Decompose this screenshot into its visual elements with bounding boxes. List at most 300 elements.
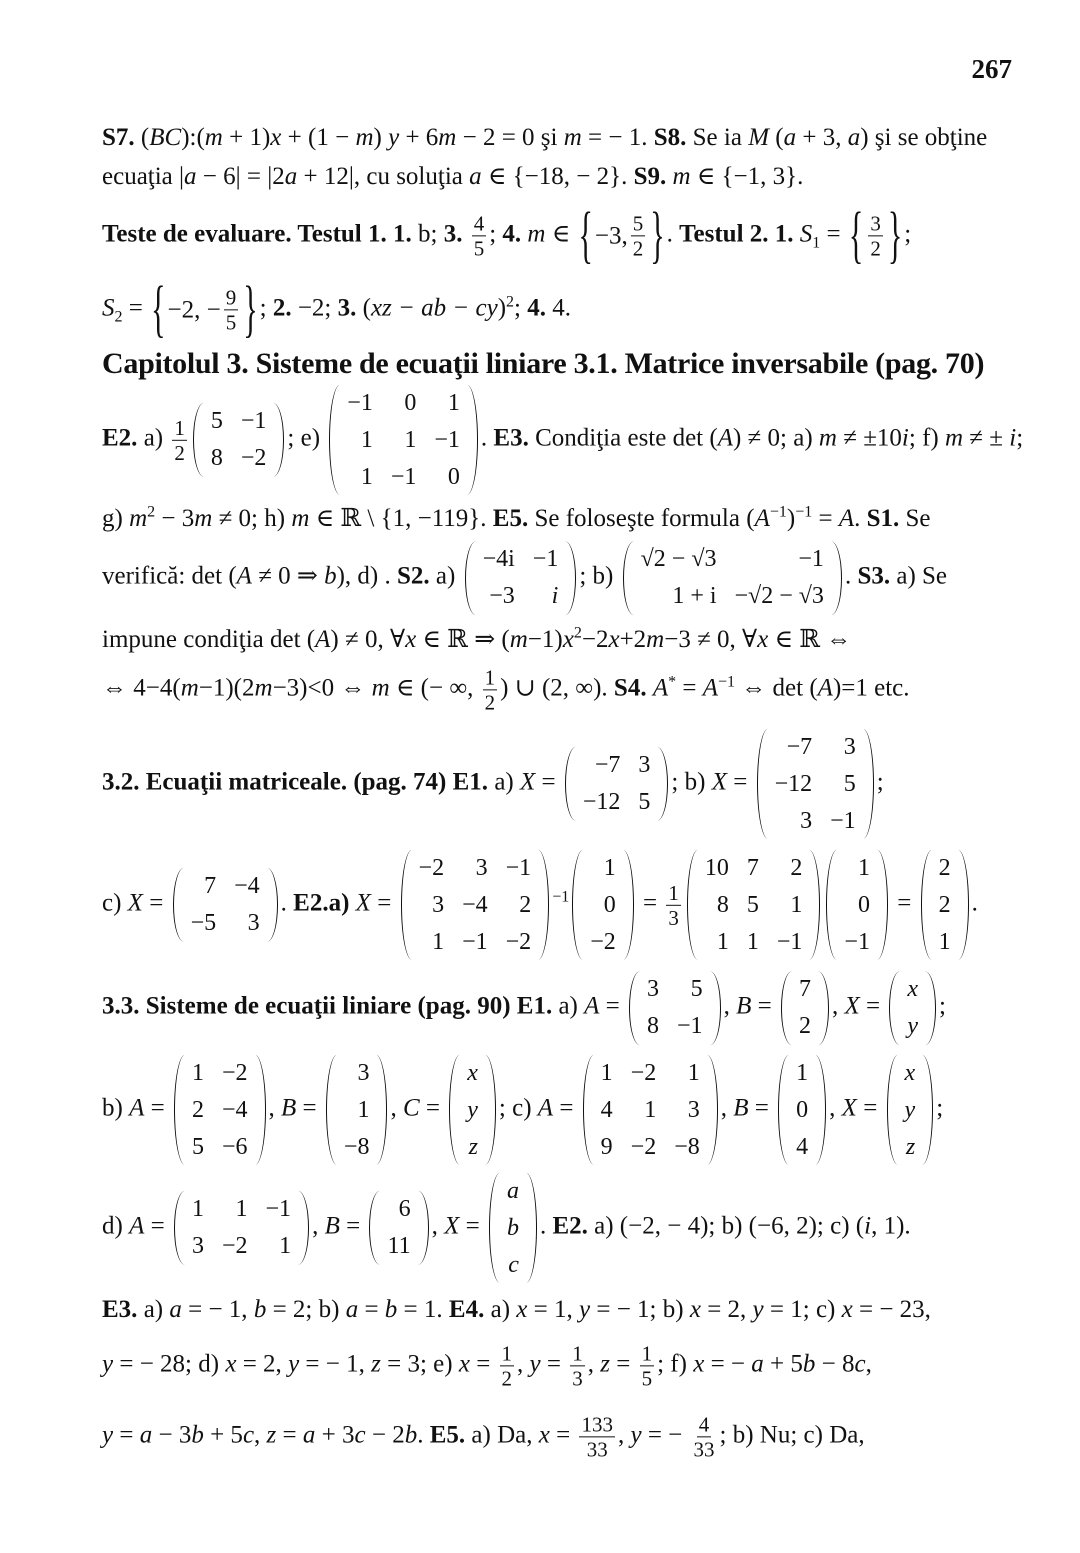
text-run: = 2; b) (266, 1296, 346, 1323)
matrix-cell: 3 (475, 854, 488, 881)
text-run: = (553, 1094, 580, 1122)
math-variable: C (402, 1094, 420, 1122)
text-run: b) (102, 1094, 130, 1122)
fraction (631, 211, 646, 260)
matrix-cell: 1 (360, 426, 373, 453)
matrix-cell: −1 (265, 1196, 292, 1223)
matrix (174, 1191, 309, 1265)
matrix-cell: 8 (210, 445, 223, 472)
text-run: ≠ 0 ⇒ (251, 562, 325, 590)
math-variable: x (562, 626, 574, 653)
text-run: , (431, 1212, 445, 1240)
text-run: = (599, 992, 627, 1020)
text-run: ; f) (657, 1350, 694, 1378)
math-variable: S (102, 294, 115, 322)
matrix-cell: −1 (677, 1013, 703, 1039)
math-variable: a (302, 1421, 316, 1449)
math-variable: x (225, 1350, 237, 1378)
math-variable: A (236, 562, 252, 590)
set-braces (149, 274, 260, 344)
text-run: = (296, 1094, 323, 1122)
matrix-cell: 3 (638, 752, 651, 779)
matrix-cell: 1 (279, 1233, 292, 1260)
text-run: ecuaţia | (102, 163, 185, 190)
text-run: , (254, 1421, 267, 1449)
text-run: a) (484, 1296, 517, 1323)
superscript: 2 (147, 503, 156, 521)
matrix-cell: 1 (790, 891, 803, 918)
math-variable: x (693, 1350, 705, 1378)
superscript: 2 (573, 624, 582, 642)
math-variable: A (652, 674, 669, 702)
text-run: 4. (546, 294, 571, 322)
math-variable: z (371, 1350, 381, 1378)
matrix (623, 541, 842, 615)
text-run: verifică: det ( (102, 562, 237, 590)
fraction-denominator: 2 (501, 1366, 513, 1391)
fraction-numerator: 1 (668, 880, 679, 905)
text-run: , (831, 992, 845, 1020)
text-run: = 1; c) (763, 1296, 842, 1323)
text-run: = (122, 294, 150, 322)
text-run: d) (102, 1212, 130, 1240)
matrix-cell: b (506, 1214, 519, 1241)
text-run: − 3 (152, 1421, 192, 1449)
text-run: ) (497, 294, 507, 322)
matrix-cell: −2 (240, 445, 267, 472)
matrix-cell: −1 (505, 854, 532, 881)
text-run: , 1). (871, 1212, 911, 1240)
text-run: = 3; e) (380, 1350, 459, 1378)
text-run: ; b) Nu; c) Da, (719, 1421, 865, 1449)
text-run: = 2, (236, 1350, 289, 1378)
matrix-cell: 1 (357, 1096, 370, 1123)
text-run: ) ∪ (2, ∞). (500, 674, 614, 702)
text-run: ∈ (545, 220, 577, 248)
text-run: . (971, 889, 978, 917)
math-variable: m (438, 124, 457, 151)
matrix-cell: 1 (603, 854, 616, 881)
text-run: = (820, 220, 847, 248)
math-variable: x (516, 1296, 528, 1323)
bold-text: S8. (653, 124, 687, 151)
text-run: −2 (581, 626, 609, 653)
set-braces (576, 200, 666, 270)
matrix (583, 1055, 718, 1165)
matrix-cell: −7 (594, 752, 621, 779)
text-run: = (549, 1421, 577, 1449)
text-run: = − 1, (299, 1350, 372, 1378)
text-run: ∈ ℝ ⇔ (768, 626, 852, 653)
math-variable: y (388, 124, 400, 151)
text-run: Se (899, 505, 931, 532)
bold-text: Teste de evaluare. Testul 1. 1. (102, 220, 412, 248)
math-variable: X (127, 889, 143, 917)
math-variable: m (944, 424, 964, 452)
bold-text: S7. (102, 124, 135, 151)
text-run: ; (514, 294, 528, 322)
fraction-denominator: 33 (693, 1437, 715, 1462)
text-run: , (390, 1094, 403, 1122)
matrix-cell: −1 (347, 389, 373, 416)
math-variable: m (291, 505, 310, 532)
text-run: + 1) (222, 124, 271, 151)
section-3-2-line (102, 729, 884, 839)
text-run: = (339, 1212, 367, 1240)
math-variable: a (184, 163, 197, 190)
matrix-cell: 5 (191, 1133, 204, 1160)
text-run: = − (641, 1421, 689, 1449)
math-variable: A (838, 505, 855, 532)
text-run: = (726, 768, 754, 796)
fraction-numerator: 4 (698, 1412, 710, 1437)
math-variable: m (194, 505, 213, 532)
text-run: = (144, 1212, 171, 1240)
matrix (921, 850, 969, 960)
matrix-cell: −6 (221, 1133, 248, 1160)
math-variable: c (242, 1421, 255, 1449)
fraction-numerator: 1 (501, 1341, 513, 1366)
text-run: − 3 (155, 505, 195, 532)
math-variable: A (129, 1212, 145, 1240)
matrix-cell: −2 (630, 1133, 657, 1160)
math-variable: m (204, 124, 223, 151)
fraction (483, 665, 498, 714)
math-variable: a (139, 1421, 153, 1449)
matrix-cell: 4 (600, 1096, 613, 1123)
text-run: ; b) (579, 562, 620, 590)
fraction-numerator: 5 (632, 211, 644, 236)
matrix-cell: 0 (603, 891, 616, 918)
c-line (102, 850, 978, 960)
math-variable: X (711, 768, 727, 796)
math-variable: b (191, 1421, 204, 1449)
math-variable: y (102, 1421, 114, 1449)
text-run: ⇔ 4−4( (102, 674, 181, 702)
math-variable: X (844, 992, 860, 1020)
math-variable: a (345, 1296, 359, 1323)
text-run: ) şi se obţine (860, 124, 988, 151)
matrix-cell: −4 (221, 1096, 248, 1123)
fraction (868, 211, 883, 260)
text-run: ; (904, 220, 912, 248)
matrix-cell: 2 (798, 1013, 811, 1039)
matrix-cell: −2 (221, 1059, 248, 1086)
matrix-cell: 5 (746, 891, 759, 918)
text-run: a) (137, 1296, 170, 1323)
set-braces (847, 200, 904, 270)
math-variable: X (841, 1094, 857, 1122)
text-run: ) ≠ 0; a) (732, 424, 819, 452)
page-number: 267 (971, 54, 1012, 84)
fraction-numerator: 1 (484, 665, 496, 690)
text-run: g) (102, 505, 130, 532)
math-variable: a (284, 163, 298, 190)
matrix-cell: 0 (796, 1096, 809, 1123)
matrix-cell: y (907, 1013, 918, 1039)
text-run: −2; (291, 294, 338, 322)
math-variable: x (757, 626, 769, 653)
superscript: * (668, 673, 677, 691)
math-variable: B (733, 1094, 749, 1122)
text-run: , (720, 1094, 734, 1122)
matrix-cell: x (907, 976, 918, 1003)
text-run: , (829, 1094, 842, 1122)
text-run: ∈ ℝ ⇒ ( (416, 626, 510, 653)
text-run: −3, (594, 222, 628, 249)
fraction-denominator: 2 (174, 440, 185, 465)
text-run: ≠ 0; h) (212, 505, 292, 532)
matrix-cell: 1 (687, 1059, 700, 1086)
matrix-cell: 3 (800, 807, 813, 834)
text-run: )=1 etc. (832, 674, 910, 702)
math-variable: m (180, 674, 199, 702)
fraction (224, 285, 239, 334)
text-run: ) (373, 124, 389, 151)
text-run: = (459, 1212, 486, 1240)
matrix (565, 747, 669, 821)
text-run: , (723, 992, 737, 1020)
text-run: = − 28; d) (113, 1350, 226, 1378)
left-brace: { (848, 200, 864, 270)
text-run: = (535, 768, 562, 796)
matrix-cell: −1 (462, 928, 488, 955)
text-run: = (469, 1350, 497, 1378)
math-variable: x (608, 626, 620, 653)
d-line (102, 1173, 911, 1283)
math-variable: y (578, 1296, 591, 1323)
matrix-cell: 1 (644, 1096, 657, 1123)
matrix-cell: −1 (532, 546, 559, 573)
matrix-cell: 1 (235, 1196, 248, 1223)
matrix-cell: −8 (674, 1133, 700, 1160)
text-run: Condiţia este det ( (528, 424, 718, 452)
text-run: − 2 = 0 şi (456, 124, 564, 151)
matrix-cell: 1 (746, 928, 759, 955)
fraction (172, 415, 187, 464)
bold-text: 2. (272, 294, 292, 322)
math-variable: x (841, 1296, 853, 1323)
fraction-denominator: 2 (870, 236, 881, 261)
matrix (465, 541, 577, 615)
matrix-cell: 1 (404, 426, 417, 453)
text-run: ∈ (− ∞, (389, 674, 480, 702)
math-variable: X (444, 1212, 460, 1240)
text-run: = (676, 674, 703, 702)
text-run: Se foloseşte formula ( (528, 505, 755, 532)
matrix (193, 403, 285, 477)
math-variable: A (702, 674, 718, 702)
matrix-cell: 5 (210, 408, 223, 435)
text-run: ; b) (671, 768, 712, 796)
matrix-cell: 1 (432, 928, 445, 955)
text-run: − 6| = |2 (196, 163, 285, 190)
text-run: +2 (619, 626, 647, 653)
text-run: = (812, 505, 839, 532)
text-run: = (751, 992, 778, 1020)
text-run: . (854, 505, 867, 532)
superscript: −1 (552, 888, 570, 906)
text-run: − 8 (815, 1350, 855, 1378)
matrix (401, 850, 550, 960)
matrix-cell: 1 (447, 389, 460, 416)
text-run: ; (1016, 424, 1024, 452)
fraction-numerator: 4 (473, 211, 485, 236)
bold-text: S9. (633, 163, 667, 190)
matrix-cell: 7 (798, 976, 811, 1003)
matrix-cell: 1 (600, 1059, 613, 1086)
matrix-cell: 3 (191, 1233, 204, 1260)
matrix-cell: −2 (418, 854, 445, 881)
matrix-cell: −4i (482, 546, 515, 573)
text-run: . (480, 424, 494, 452)
matrix-cell: 3 (843, 733, 856, 760)
s2-line (102, 274, 571, 344)
math-variable: A (129, 1094, 145, 1122)
matrix-cell: 2 (790, 854, 803, 881)
matrix-cell: 1 + i (672, 583, 717, 609)
matrix-cell: −12 (582, 789, 621, 816)
text-run: = (142, 889, 170, 917)
bold-text: S4. (613, 674, 647, 702)
text-run: = (636, 889, 664, 917)
text-run: −1)(2 (198, 674, 255, 702)
math-variable: b (324, 562, 337, 590)
text-run: ; (939, 992, 946, 1020)
matrix (757, 729, 874, 839)
superscript: −1 (795, 503, 813, 521)
math-variable: z (266, 1421, 277, 1449)
math-variable: i (864, 1212, 872, 1240)
text-run: = − 1, (181, 1296, 254, 1323)
text-run: ; (876, 768, 884, 796)
matrix-cell: y (904, 1096, 916, 1123)
e4-line (102, 1341, 872, 1390)
text-run: = (419, 1094, 447, 1122)
fraction-denominator: 2 (632, 236, 644, 261)
matrix-cell: y (467, 1096, 478, 1123)
bold-text: S2. (397, 562, 430, 590)
math-variable: x (689, 1296, 701, 1323)
math-variable: b (802, 1350, 816, 1378)
text-run (462, 221, 468, 248)
matrix-cell: −4 (462, 891, 488, 918)
matrix-cell: 4 (796, 1133, 809, 1160)
fraction (692, 1412, 717, 1461)
bold-text: E2.a) (293, 889, 350, 917)
matrix-cell: 0 (404, 389, 417, 416)
math-variable: A (817, 674, 833, 702)
fraction-denominator: 5 (473, 236, 485, 261)
math-variable: b (384, 1296, 398, 1323)
matrix-cell: 2 (938, 854, 951, 881)
matrix-cell: −1 (240, 408, 267, 435)
math-variable: m (355, 124, 374, 151)
math-variable: M (748, 124, 770, 151)
e3-line (102, 1295, 931, 1325)
matrix-cell: −12 (774, 770, 813, 797)
math-variable: x (270, 124, 282, 151)
fraction (666, 880, 681, 929)
text-run: ) ≠ 0, ∀ (330, 626, 406, 653)
text-run: , (268, 1094, 282, 1122)
bold-text: S1. (866, 505, 900, 532)
text-run: ; e) (287, 424, 327, 452)
matrix-cell: 5 (638, 789, 651, 816)
text-run: ):( (181, 124, 205, 151)
matrix-cell: 7 (746, 854, 759, 881)
text-run: = (370, 889, 398, 917)
math-variable: A (717, 424, 733, 452)
math-variable: x (405, 626, 417, 653)
text-run: ⇔ det ( (735, 674, 818, 702)
text-run: = 1, (527, 1296, 579, 1323)
math-variable: y (529, 1350, 541, 1378)
fraction (500, 1341, 515, 1390)
subscript: 1 (812, 234, 821, 252)
matrix (173, 868, 278, 942)
text-run: a) (488, 768, 520, 796)
text-run: + 6 (399, 124, 439, 151)
matrix-cell: −1 (434, 426, 460, 453)
matrix-cell: 1 (716, 928, 729, 955)
math-variable: X (519, 768, 536, 796)
math-variable: A (584, 992, 600, 1020)
matrix (449, 1055, 496, 1165)
text-run: Se ia (686, 124, 749, 151)
text-run: = (358, 1296, 385, 1323)
text-run: ∈ {−18, − 2}. (481, 163, 634, 190)
math-variable: B (324, 1212, 340, 1240)
fraction-numerator: 1 (641, 1341, 653, 1366)
text-run: = (276, 1421, 303, 1449)
fraction (579, 1412, 615, 1461)
bold-text: 3. (443, 220, 463, 248)
section-3-3-line (102, 971, 946, 1045)
text-run: ; f) (908, 424, 945, 452)
text-run: = (748, 1094, 776, 1122)
math-variable: z (600, 1350, 610, 1378)
text-run: = − (704, 1350, 752, 1378)
bold-text: 4. (502, 220, 522, 248)
matrix (329, 385, 478, 495)
text-run: a) Se (890, 562, 948, 590)
math-variable: A (315, 626, 331, 653)
fraction-numerator: 1 (572, 1341, 583, 1366)
matrix (687, 850, 821, 960)
matrix (781, 971, 829, 1045)
math-variable: S (799, 220, 813, 248)
text-run: = − 23, (852, 1296, 931, 1323)
text-run: ; c) (498, 1094, 538, 1122)
fraction-denominator: 3 (572, 1366, 583, 1391)
text-run: a) Da, (465, 1421, 539, 1449)
text-run: , (617, 1421, 631, 1449)
text-run: b; (411, 220, 444, 248)
bold-text: E3. (102, 1296, 138, 1323)
math-variable: m (129, 505, 148, 532)
right-brace: } (650, 200, 665, 270)
text-run: a) (552, 992, 585, 1020)
math-variable: m (646, 626, 665, 653)
math-variable: y (288, 1350, 300, 1378)
math-variable: c (354, 1421, 366, 1449)
text-run: = (856, 1094, 884, 1122)
math-variable: a (783, 124, 797, 151)
math-variable: BC (149, 124, 182, 151)
text-run: = 2, (700, 1296, 753, 1323)
superscript: −1 (718, 673, 736, 691)
